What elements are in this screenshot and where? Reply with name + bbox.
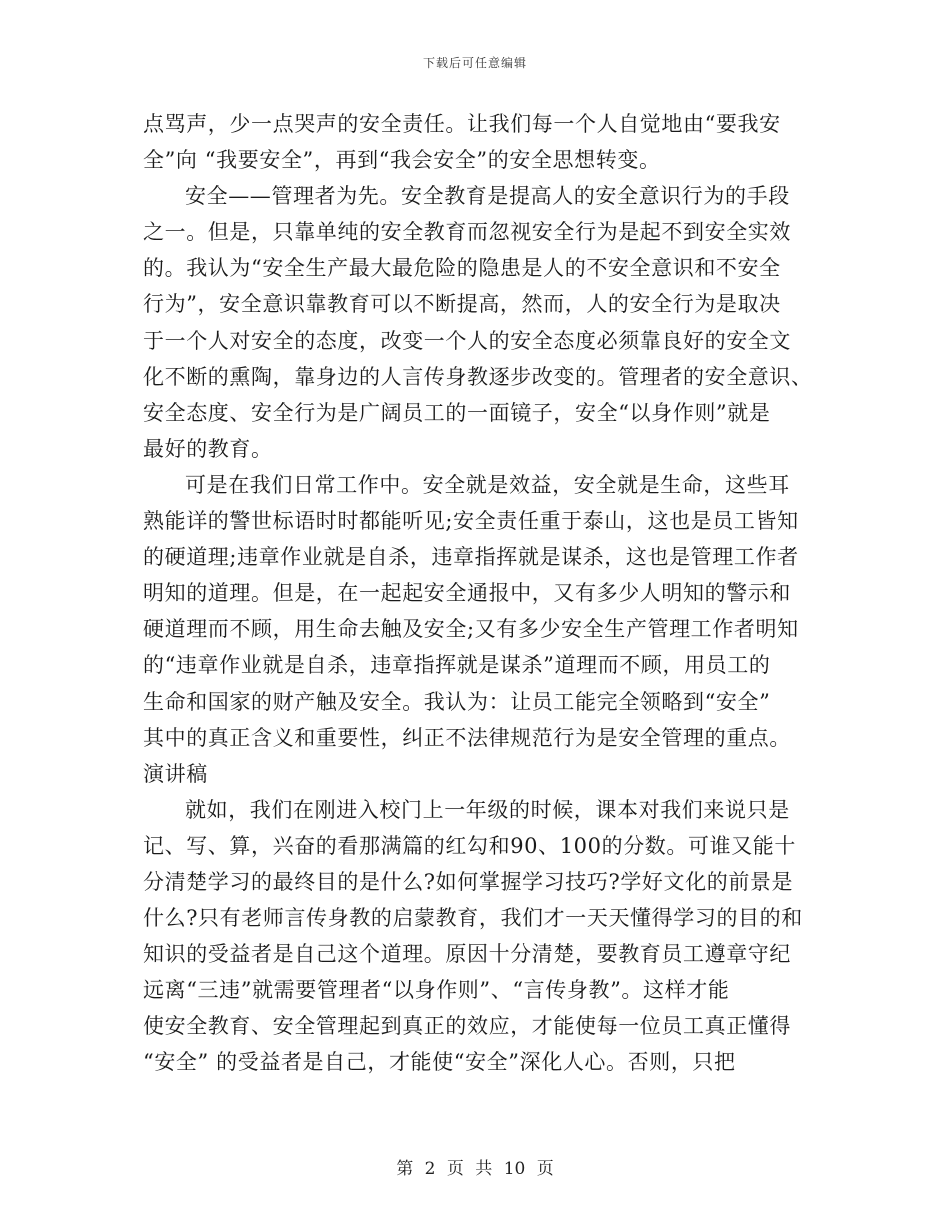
text-line: 最好的教育。 bbox=[143, 436, 273, 461]
text-line: 的“违章作业就是自杀，违章指挥就是谋杀”道理而不顾，用员工的 bbox=[143, 653, 771, 678]
text-line: 什么?只有老师言传身教的启蒙教育，我们才一天天懂得学习的目的和 bbox=[143, 906, 803, 931]
text-line: 远离“三违”就需要管理者“以身作则”、“言传身教”。这样才能 bbox=[143, 978, 730, 1003]
text-line: 安全态度、安全行为是广阔员工的一面镜子，安全“以身作则”就是 bbox=[143, 400, 771, 425]
text-line: 分清楚学习的最终目的是什么?如何掌握学习技巧?学好文化的前景是 bbox=[143, 869, 794, 894]
page-footer: 第 2 页 共 10 页 bbox=[396, 1159, 554, 1179]
text-line: “安全” 的受益者是自己，才能使“安全”深化人心。否则，只把 bbox=[143, 1050, 736, 1075]
text-line: 其中的真正含义和重要性，纠正不法律规范行为是安全管理的重点。 bbox=[143, 725, 791, 750]
text-line: 就如，我们在刚进入校门上一年级的时候，课本对我们来说只是 bbox=[185, 797, 790, 822]
text-line: 行为”，安全意识靠教育可以不断提高，然而，人的安全行为是取决 bbox=[143, 292, 781, 317]
text-line: 使安全教育、安全管理起到真正的效应，才能使每一位员工真正懂得 bbox=[143, 1014, 791, 1039]
text-line: 安全——管理者为先。安全教育是提高人的安全意识行为的手段 bbox=[185, 184, 790, 209]
text-line: 化不断的熏陶，靠身边的人言传身教逐步改变的。管理者的安全意识、 bbox=[143, 364, 813, 389]
text-line: 点骂声，少一点哭声的安全责任。让我们每一个人自觉地由“要我安 bbox=[143, 112, 781, 136]
text-line: 可是在我们日常工作中。安全就是效益，安全就是生命，这些耳 bbox=[185, 472, 790, 497]
text-line: 的。我认为“安全生产最大最危险的隐患是人的不安全意识和不安全 bbox=[143, 256, 781, 281]
text-line: 知识的受益者是自己这个道理。原因十分清楚，要教育员工遵章守纪 bbox=[143, 942, 791, 967]
text-line: 明知的道理。但是，在一起起安全通报中，又有多少人明知的警示和 bbox=[143, 581, 791, 606]
text-line: 演讲稿 bbox=[143, 761, 208, 786]
text-line: 记、写、算，兴奋的看那满篇的红勾和90、100的分数。可谁又能十 bbox=[143, 833, 797, 858]
text-line: 于一个人对安全的态度，改变一个人的安全态度必须靠良好的安全文 bbox=[143, 328, 791, 353]
document-body bbox=[143, 106, 813, 1081]
text-line: 全”向 “我要安全”，再到“我会安全”的安全思想转变。 bbox=[143, 148, 661, 173]
text-line: 硬道理而不顾，用生命去触及安全;又有多少安全生产管理工作者明知 bbox=[143, 617, 799, 642]
text-line: 之一。但是，只靠单纯的安全教育而忽视安全行为是起不到安全实效 bbox=[143, 220, 791, 245]
text-line: 生命和国家的财产触及安全。我认为：让员工能完全领略到“安全” bbox=[143, 689, 771, 714]
text-line: 熟能详的警世标语时时都能听见;安全责任重于泰山，这也是员工皆知 bbox=[143, 509, 799, 534]
text-line: 的硬道理;违章作业就是自杀，违章指挥就是谋杀，这也是管理工作者 bbox=[143, 545, 799, 570]
page-header: 下载后可任意编辑 bbox=[422, 56, 527, 70]
